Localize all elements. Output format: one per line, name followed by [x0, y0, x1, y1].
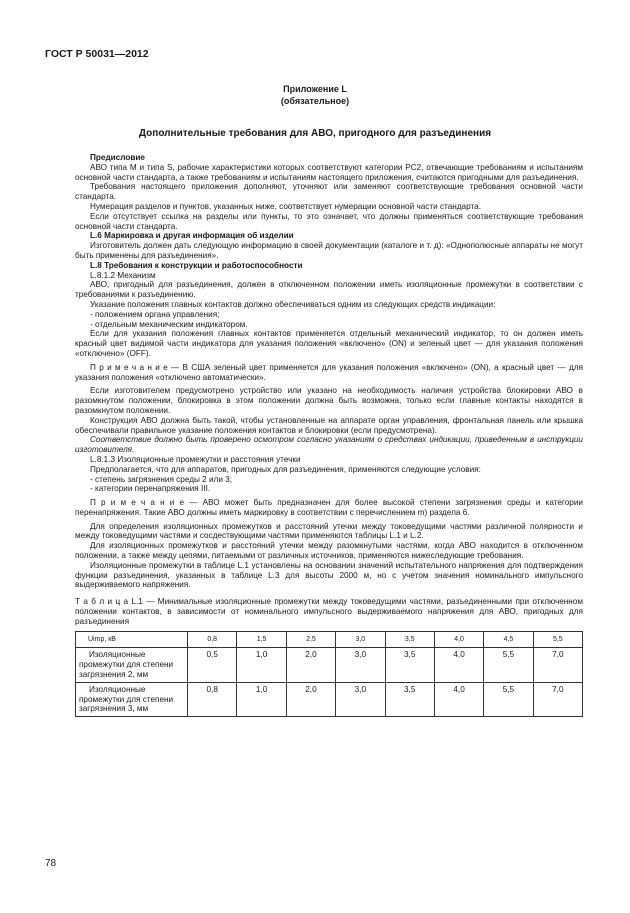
- standard-header: ГОСТ Р 50031—2012: [45, 48, 149, 60]
- subsection-heading: L.8.1.2 Механизм: [90, 270, 156, 280]
- table-cell: 2,0: [286, 682, 335, 716]
- document-body: [75, 153, 583, 717]
- table-cell: 3,5: [385, 648, 434, 682]
- paragraph: Если для указания положения главных контактов применяется отдельный механический индикатор, то он должен иметь красный цвет видимой части индикатора для указания положения «включено» (ON) и зеленый цвет — для указания положения «отключено» (OFF).: [75, 329, 583, 358]
- table-cell: 3,0: [336, 648, 385, 682]
- main-title: Дополнительные требования для АВО, пригодного для разъединения: [138, 128, 492, 139]
- table-cell: 2,0: [286, 648, 335, 682]
- paragraph: Изготовитель должен дать следующую информацию в своей документации (каталоге и т. д): «Однополюсные аппараты не могут быть применены для разъединения».: [75, 241, 583, 260]
- list-item: - категории перенапряжения III.: [90, 484, 211, 494]
- list-item: - отдельным механическим индикатором.: [90, 319, 248, 329]
- table-header-cell: 3,5: [385, 631, 434, 648]
- table-row-label: Изоляционные промежутки для степени загрязнения 2, мм: [76, 648, 188, 682]
- table-row: [76, 682, 583, 716]
- list-item: - положением органа управления;: [90, 309, 220, 319]
- annex-title: Приложение L: [283, 84, 347, 94]
- table-cell: 0,8: [188, 682, 237, 716]
- clearance-table: [75, 631, 583, 718]
- table-cell: 7,0: [533, 648, 582, 682]
- section-heading: L.6 Маркировка и другая информация об изделии: [90, 231, 294, 241]
- table-cell: 5,5: [484, 648, 533, 682]
- paragraph: Если изготовителем предусмотрено устройство или указано на необходимость наличия устройства блокировки АВО в разомкнутом положении, блокировка в этом положении должна быть возможна, только если главные контакты находятся в разомкнутом положении.: [75, 386, 583, 415]
- table-header-cell: 4,0: [434, 631, 483, 648]
- table-header-cell: 2,5: [286, 631, 335, 648]
- paragraph: Конструкция АВО должна быть такой, чтобы установленные на аппарате орган управления, фронтальная панель или крышка обеспечивали правильное указание положения контактов и блокировки (если предусмотрена).: [75, 415, 583, 435]
- paragraph: Если отсутствует ссылка на разделы или пункты, то это означает, что должны применяться соответствующие требования основной части стандарта.: [75, 211, 583, 231]
- subsection-heading: L.8.1.3 Изоляционные промежутки и расстояния утечки: [90, 454, 301, 464]
- table-cell: 1,0: [237, 648, 286, 682]
- table-cell: 4,0: [434, 648, 483, 682]
- paragraph: Требования настоящего приложения дополняют, уточняют или заменяют соответствующие требования основной части стандарта.: [75, 182, 583, 202]
- table-cell: 4,0: [434, 682, 483, 716]
- list-item: - степень загрязнения среды 2 или 3;: [90, 474, 232, 484]
- paragraph: Для определения изоляционных промежутков и расстояний утечки между токоведущими частями различной полярности и между токоведущими частями и сосдествующими частями применяются таблицы L.1 и L.2.: [75, 521, 583, 541]
- paragraph: Для изоляционных промежутков и расстояний утечки между разомкнутыми частями, когда АВО находится в отключенном положении, а также между цепями, питаемыми от различных источников, применяются нижеследующие требования.: [75, 541, 583, 561]
- paragraph: Указание положения главных контактов должно обеспечиваться одним из следующих средств индикации:: [90, 299, 496, 309]
- note: П р и м е ч а н и е — В США зеленый цвет применяется для указания положения «включено» (ON), а красный цвет — для указания положения «отключено автоматически».: [75, 362, 583, 382]
- table-header-label: Uimp, кВ: [76, 631, 188, 648]
- table-cell: 5,5: [484, 682, 533, 716]
- table-row-label: Изоляционные промежутки для степени загрязнения 3, мм: [76, 682, 188, 716]
- table-cell: 3,5: [385, 682, 434, 716]
- table-caption: Т а б л и ц а L.1 — Минимальные изоляционные промежутки между токоведущими частями, разъединенными при отключенном положении контактов, в зависимости от номинального импульсного выдерживаемого напряжения для АВО, пригодных для разъединения: [75, 597, 583, 626]
- table-cell: 0,5: [188, 648, 237, 682]
- paragraph: АВО типа M и типа S, рабочие характеристики которых соответствуют категории PC2, отвечающие требованиям и испытаниям основной части стандарта, а также требованиям и испытаниям настоящего приложения, считаются пригодными для разъединения.: [75, 162, 583, 182]
- note: П р и м е ч а н и е — АВО может быть предназначен для более высокой степени загрязнения среды и категории перенапряжения. Такие АВО должны иметь маркировку в соответствии с перечислением m) раздела 6.: [75, 498, 583, 517]
- section-heading: L.8 Требования к конструкции и работоспособности: [90, 260, 303, 270]
- paragraph: Изоляционные промежутки в таблице L.1 установлены на основании значений испытательного напряжения для подтверждения функции разъединения, указанных в таблице L.3 для высоты 2000 м, но с учетом значения номинального импульсного выдерживаемого напряжения.: [75, 560, 583, 590]
- table-header-cell: 0,8: [188, 631, 237, 648]
- paragraph: Соответствие должно быть проверено осмотром согласно указаниям о средствах индикации, приведенным в инструкции изготовителя.: [75, 435, 583, 455]
- page-number: 78: [45, 858, 57, 869]
- table-cell: 3,0: [336, 682, 385, 716]
- paragraph: АВО, пригодный для разъединения, должен в отключенном положении иметь изоляционные промежутки в соответствии с требованиями к разъединению.: [75, 280, 583, 300]
- table-header-cell: 5,5: [533, 631, 582, 648]
- section-heading: Предисловие: [90, 153, 145, 162]
- annex-status: (обязательное): [280, 96, 350, 106]
- table-header-cell: 3,0: [336, 631, 385, 648]
- table-cell: 1,0: [237, 682, 286, 716]
- table-row: [76, 648, 583, 682]
- paragraph: Нумерация разделов и пунктов, указанных ниже, соответствует нумерации основной части стандарта.: [90, 201, 481, 211]
- table-header-cell: 4,5: [484, 631, 533, 648]
- table-cell: 7,0: [533, 682, 582, 716]
- table-header-cell: 1,5: [237, 631, 286, 648]
- paragraph: Предполагается, что для аппаратов, пригодных для разъединения, применяются следующие условия:: [90, 464, 481, 474]
- table-header-row: [76, 631, 583, 648]
